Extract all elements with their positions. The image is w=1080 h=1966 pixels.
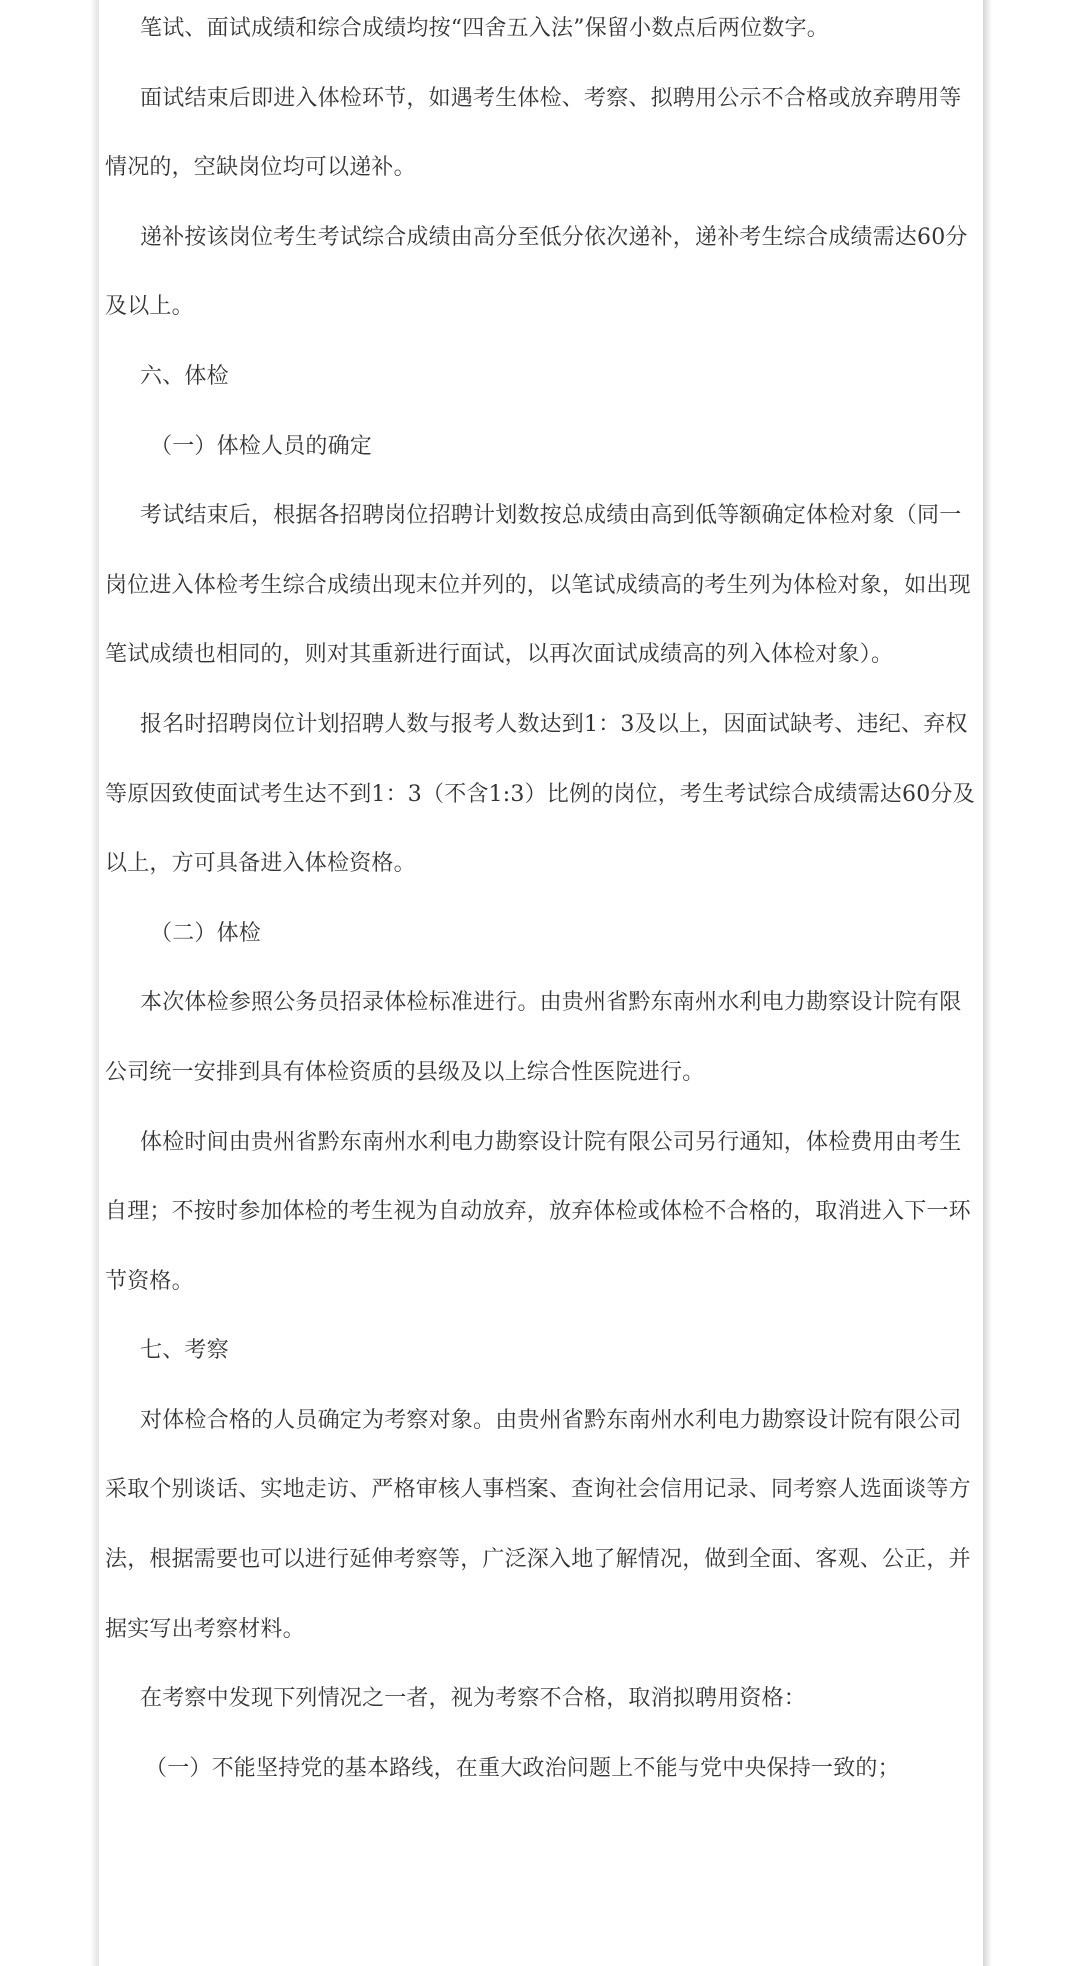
document-page: [98, 0, 984, 1966]
paragraph-exam-schedule: 体检时间由贵州省黔东南州水利电力勘察设计院有限公司另行通知，体检费用由考生自理；不按时参加体检的考生视为自动放弃，放弃体检或体检不合格的，取消进入下一环节资格。: [105, 1129, 971, 1294]
paragraph-exam-candidates: 考试结束后，根据各招聘岗位招聘计划数按总成绩由高到低等额确定体检对象（同一岗位进入体检考生综合成绩出现末位并列的，以笔试成绩高的考生列为体检对象，如出现笔试成绩也相同的，则对其重新进行面试，以再次面试成绩高的列入体检对象）。: [105, 503, 971, 668]
paragraph-investigation-method: 对体检合格的人员确定为考察对象。由贵州省黔东南州水利电力勘察设计院有限公司采取个别谈话、实地走访、严格审核人事档案、查询社会信用记录、同考察人选面谈等方法，根据需要也可以进行延伸考察等，广泛深入地了解情况，做到全面、客观、公正，并据实写出考察材料。: [105, 1407, 971, 1642]
paragraph-ratio-rule: 报名时招聘岗位计划招聘人数与报考人数达到1：3及以上，因面试缺考、违纪、弃权等原因致使面试考生达不到1：3（不含1:3）比例的岗位，考生考试综合成绩需达60分及以上，方可具备进入体检资格。: [105, 711, 975, 877]
paragraph-substitution-rule: 面试结束后即进入体检环节，如遇考生体检、考察、拟聘用公示不合格或放弃聘用等情况的，空缺岗位均可以递补。: [105, 85, 962, 181]
subheading-exam-candidates: （一）体检人员的确定: [150, 433, 373, 459]
section-heading-physical-exam: 六、体检: [140, 363, 229, 389]
paragraph-disqualification-intro: 在考察中发现下列情况之一者，视为考察不合格，取消拟聘用资格：: [140, 1686, 807, 1712]
document-body: [105, 0, 975, 1803]
list-item-disqualification-1: （一）不能坚持党的基本路线，在重大政治问题上不能与党中央保持一致的；: [145, 1755, 900, 1781]
paragraph-exam-standard: 本次体检参照公务员招录体检标准进行。由贵州省黔东南州水利电力勘察设计院有限公司统一安排到具有体检资质的县级及以上综合性医院进行。: [105, 990, 962, 1085]
page-shadow-right: [984, 0, 992, 1966]
paragraph-score-rounding: 笔试、面试成绩和综合成绩均按“四舍五入法”保留小数点后两位数字。: [140, 16, 829, 41]
subheading-physical-exam: （二）体检: [150, 920, 262, 946]
paragraph-substitution-order: 递补按该岗位考生考试综合成绩由高分至低分依次递补，递补考生综合成绩需达60分及以上。: [105, 224, 968, 320]
page-shadow-left: [90, 0, 98, 1966]
section-heading-investigation: 七、考察: [140, 1338, 229, 1364]
